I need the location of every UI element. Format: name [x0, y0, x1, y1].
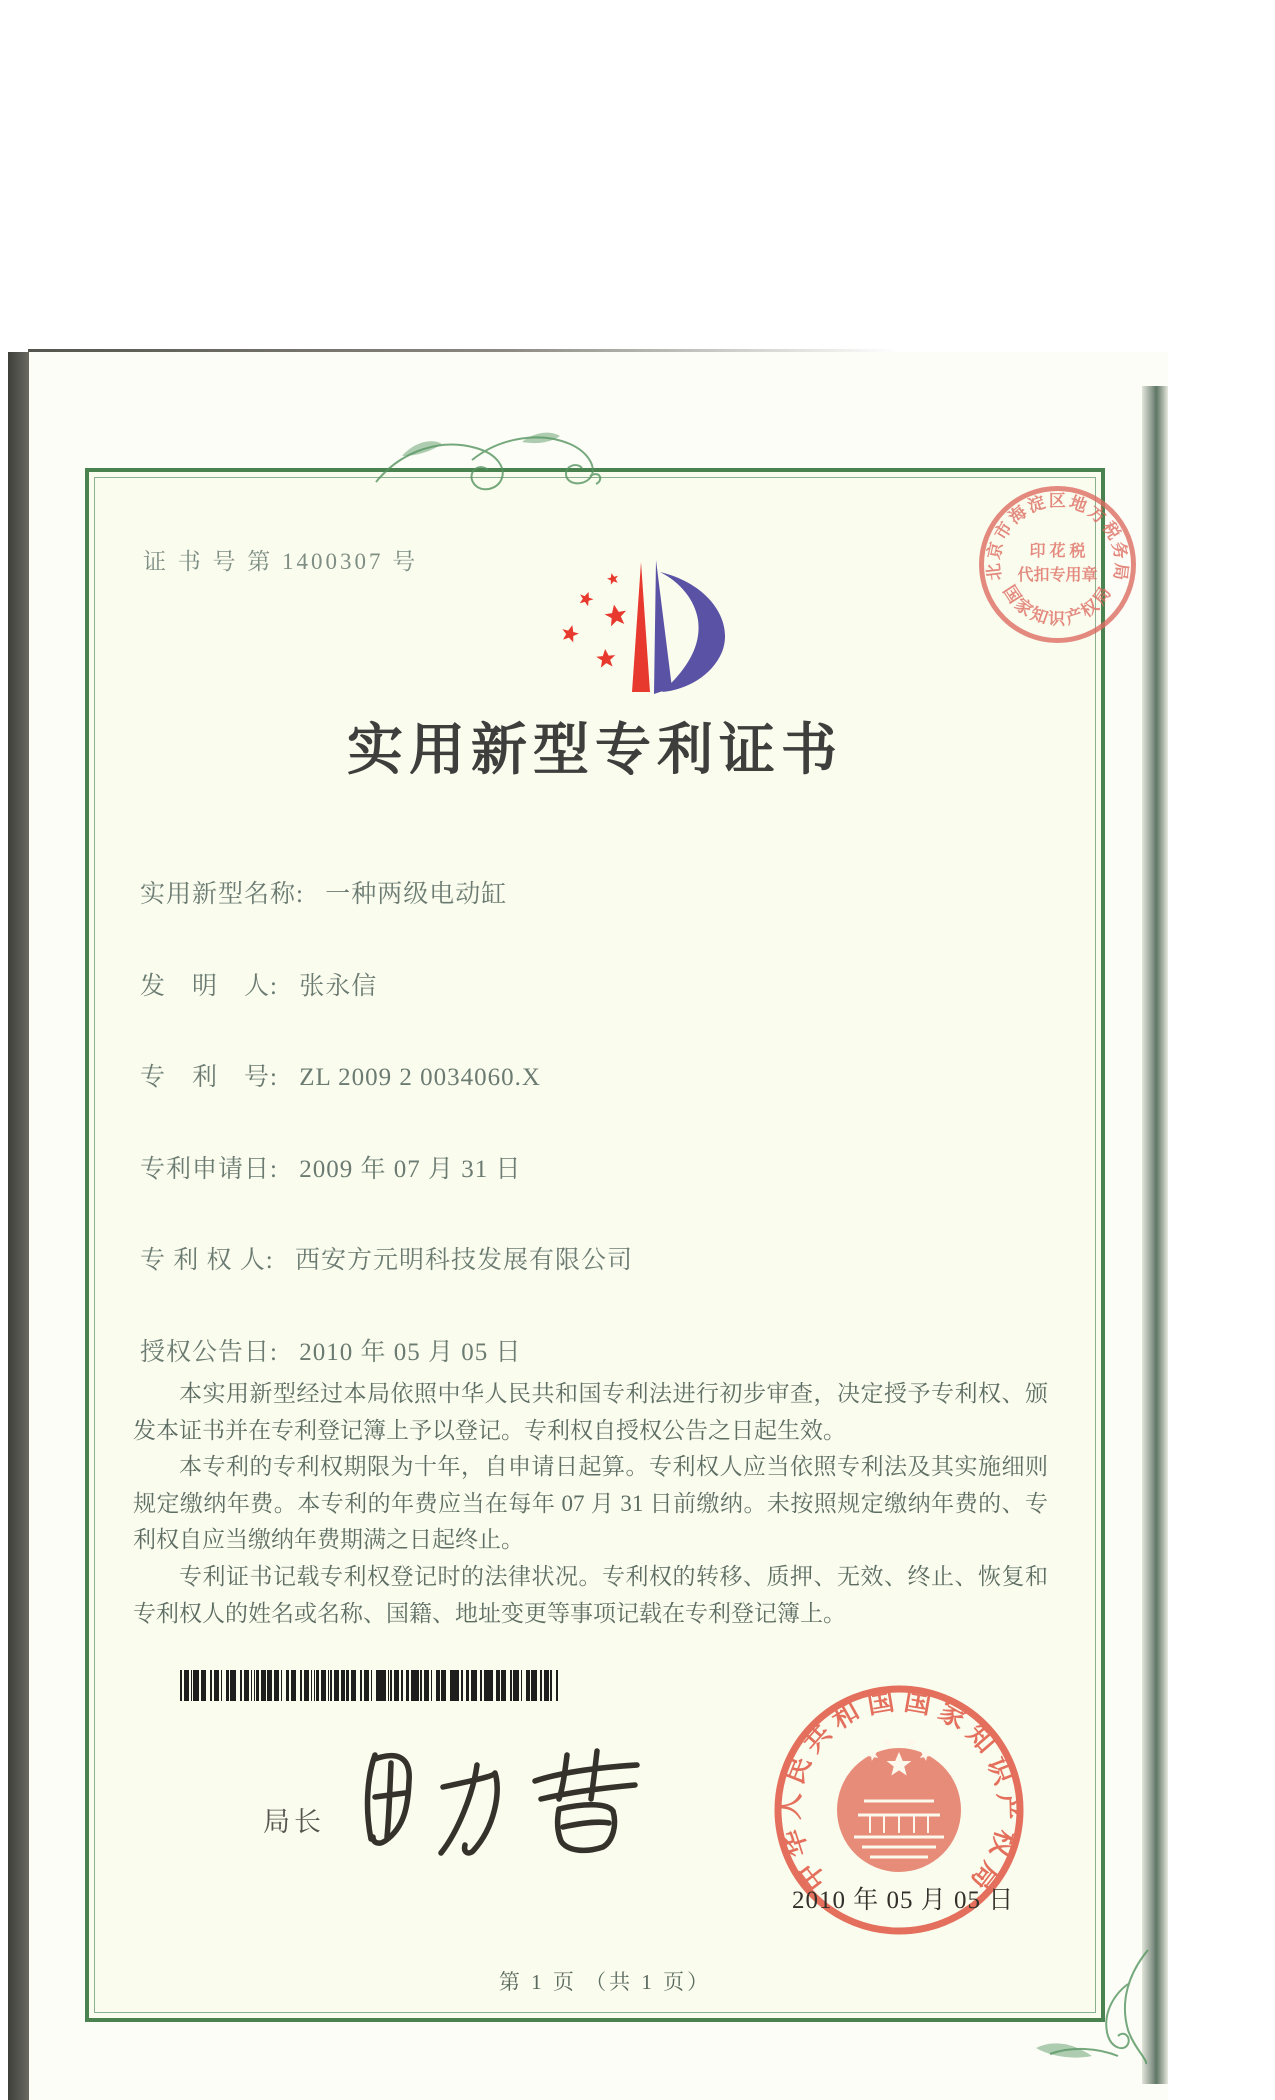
national-emblem-icon: [837, 1736, 961, 1872]
field-label: 实用新型名称:: [140, 881, 304, 908]
patent-office-logo-icon: [538, 544, 738, 704]
field-label: 授权公告日:: [140, 1338, 278, 1366]
seal-date: 2010 年 05 月 05 日: [792, 1887, 1015, 1914]
certificate-body: [133, 1376, 1048, 1632]
field-row: [140, 874, 1020, 966]
tax-stamp-center-line1: 印 花 税: [1029, 543, 1086, 560]
scan-right-edge: [1142, 386, 1168, 2084]
tax-stamp-top-text: 北京市海淀区地方税务局: [984, 491, 1131, 582]
border-ornament-bottom-right: [1032, 1944, 1152, 2069]
official-seal-ring-text: 中华人民共和国国家知识产权局: [774, 1685, 1024, 1897]
field-label: 发 明 人:: [140, 972, 278, 1000]
certificate-number: 证 书 号 第 1400307 号: [143, 549, 419, 574]
signature-handwriting: [345, 1744, 645, 1870]
tax-office-stamp: [975, 482, 1140, 647]
logo-p-shape: [654, 560, 725, 694]
field-value: 2010 年 05 月 05 日: [299, 1338, 522, 1366]
field-value: 2009 年 07 月 31 日: [299, 1155, 522, 1183]
field-row: [140, 1240, 1020, 1332]
field-value: 西安方元明科技发展有限公司: [294, 1247, 633, 1274]
body-paragraph: 专利证书记载专利权登记时的法律状况。专利权的转移、质押、无效、终止、恢复和专利权人的姓名或名称、国籍、地址变更等事项记载在专利登记簿上。: [133, 1563, 1048, 1626]
border-ornament-top: [372, 430, 607, 510]
body-paragraph: 本实用新型经过本局依照中华人民共和国专利法进行初步审查，决定授予专利权、颁发本证书并在专利登记簿上予以登记。专利权自授权公告之日起生效。: [133, 1381, 1048, 1443]
field-value: 一种两级电动缸: [325, 881, 508, 908]
svg-text:国家知识产权局: [999, 582, 1115, 629]
signer-title-label: 局长: [263, 1807, 325, 1837]
tax-stamp-bottom-text: 国家知识产权局: [999, 582, 1115, 629]
scan-left-edge: [8, 352, 29, 2100]
field-row: [140, 1149, 1020, 1241]
paper-top-edge: [28, 349, 898, 352]
field-row: [140, 1057, 1020, 1149]
certificate-title: 实用新型专利证书: [347, 720, 843, 782]
field-value: ZL 2009 2 0034060.X: [299, 1064, 541, 1091]
barcode: [180, 1670, 558, 1701]
field-label: 专 利 权 人:: [140, 1247, 274, 1274]
certificate-fields: [140, 874, 1020, 1423]
field-row: [140, 966, 1020, 1058]
logo-stars-and-wedge: [560, 562, 650, 692]
field-label: 专 利 号:: [140, 1064, 278, 1091]
body-paragraph: 本专利的专利权期限为十年，自申请日起算。专利权人应当依照专利法及其实施细则规定缴纳年费。本专利的年费应当在每年 07 月 31 日前缴纳。未按照规定缴纳年费的、专利权自应当缴纳年费期满之日起终止。: [133, 1454, 1048, 1553]
field-label: 专利申请日:: [140, 1155, 278, 1183]
field-value: 张永信: [299, 972, 378, 1000]
page-number: 第 1 页 （共 1 页）: [498, 1970, 712, 1994]
tax-stamp-center-line2: 代扣专用章: [1017, 567, 1098, 584]
